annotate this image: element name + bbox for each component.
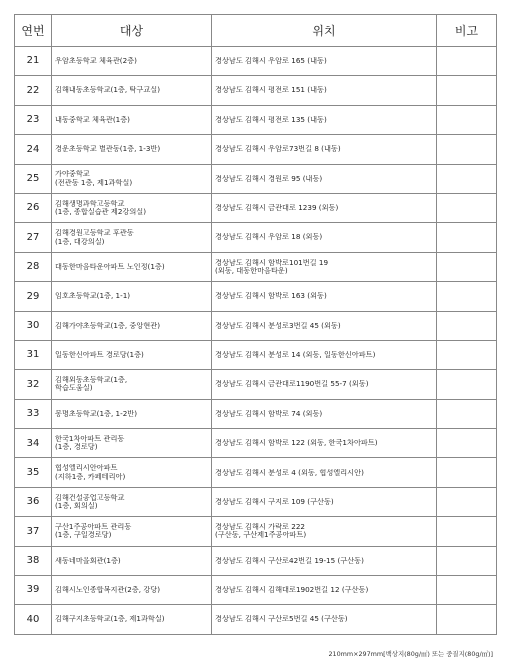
table-row [15,546,497,575]
facility-name [52,546,212,575]
facility-name [52,487,212,516]
table-row [15,282,497,311]
facility-location [212,164,437,193]
facility-name [52,193,212,222]
row-number: 29 [15,282,52,311]
row-number: 21 [15,47,52,76]
table-row [15,487,497,516]
facility-location-line: 경상남도 김해시 함박로 74 (외동) [215,409,323,418]
facility-location-line: 경상남도 김해시 평전로 151 (내동) [215,86,327,95]
table-row [15,429,497,458]
facility-location-line: 경상남도 김해시 가락로 222 [215,523,306,532]
table-row [15,105,497,134]
facility-location-line: 경상남도 김해시 구산로42번길 19-15 (구산동) [215,556,364,565]
shelter-table [14,14,497,635]
row-number: 34 [15,429,52,458]
table-row [15,164,497,193]
table-row [15,252,497,281]
table-body [15,47,497,635]
facility-name [52,282,212,311]
facility-name-line: 김해외동초등학교(1층, [55,376,128,385]
facility-name-line: 구산1주공아파트 관리동 [55,523,132,532]
table-row [15,370,497,399]
facility-name-line: (1층, 대강의실) [55,237,105,246]
facility-location [212,605,437,634]
row-number: 25 [15,164,52,193]
facility-location [212,282,437,311]
table-row [15,576,497,605]
row-note [437,576,497,605]
header-note: 비고 [437,15,497,47]
table-row [15,399,497,428]
facility-location-line: 경상남도 김해시 금관대로 1239 (외동) [215,204,339,212]
facility-name-line: 김해경원고등학교 후관동 [55,229,134,238]
facility-name [52,311,212,340]
facility-name [52,605,212,634]
table-row [15,311,497,340]
facility-name-line: 새동네마을회관(1층) [55,556,121,565]
facility-name-line: (전관동 1층, 제1과학실) [55,178,133,187]
row-note [437,370,497,399]
facility-location-line: 경상남도 김해시 구지로 109 (구산동) [215,497,334,506]
facility-location [212,76,437,105]
row-note [437,105,497,134]
row-number: 39 [15,576,52,605]
header-location: 위치 [212,15,437,47]
facility-name-line: 대동한마음타운아파트 노인정(1층) [55,262,165,271]
facility-name [52,458,212,487]
table-row [15,76,497,105]
facility-name-line: 일동한신아파트 경로당(1층) [55,350,144,359]
facility-name-line: 한국1차아파트 관리동 [55,434,125,443]
facility-location [212,193,437,222]
row-note [437,487,497,516]
facility-location-line: 경상남도 김해시 평전로 135 (내동) [215,115,327,124]
facility-name [52,105,212,134]
row-number: 40 [15,605,52,634]
facility-location-line: 경상남도 김해시 분성로3번길 45 (외동) [215,321,341,330]
document-page [14,14,496,635]
facility-name [52,399,212,428]
facility-name-line: 김해가야초등학교(1층, 중앙현관) [55,321,161,330]
facility-name-line: 협성엘리시안아파트 [55,464,118,473]
facility-name [52,370,212,399]
table-row [15,193,497,222]
facility-location [212,517,437,546]
facility-location [212,429,437,458]
facility-name [52,252,212,281]
row-note [437,252,497,281]
row-note [437,546,497,575]
row-note [437,340,497,369]
facility-location-line: 경상남도 김해시 함박로 163 (외동) [215,292,327,301]
facility-location [212,458,437,487]
row-number: 24 [15,135,52,164]
facility-location [212,135,437,164]
row-number: 28 [15,252,52,281]
row-number: 23 [15,105,52,134]
facility-location-line: 경상남도 김해시 구산로5번길 45 (구산동) [215,615,348,624]
facility-name-line: (1층, 종합실습관 제2강의실) [55,208,147,217]
row-note [437,164,497,193]
facility-name-line: (1층, 회의실) [55,502,98,511]
facility-location [212,47,437,76]
facility-location-line: 경상남도 김해시 김해대로1902번길 12 (구산동) [215,586,369,595]
facility-location-line: 경상남도 김해시 경원로 95 (내동) [215,174,323,183]
facility-name [52,576,212,605]
facility-location-line: (구산동, 구산제1주공아파트) [215,531,307,540]
table-row [15,135,497,164]
row-note [437,193,497,222]
facility-location [212,399,437,428]
facility-location [212,252,437,281]
facility-name-line: 김해건설공업고등학교 [55,493,125,502]
facility-name [52,340,212,369]
facility-name-line: (1층, 구일경로당) [55,531,112,540]
facility-location [212,311,437,340]
table-row [15,340,497,369]
facility-location-line: 경상남도 김해시 금관대로1190번길 55-7 (외동) [215,380,369,389]
row-note [437,429,497,458]
row-note [437,223,497,252]
row-note [437,76,497,105]
row-number: 35 [15,458,52,487]
facility-location [212,370,437,399]
row-number: 37 [15,517,52,546]
row-number: 38 [15,546,52,575]
row-note [437,282,497,311]
row-number: 27 [15,223,52,252]
facility-name-line: 봉명초등학교(1층, 1-2반) [55,409,138,418]
table-row [15,458,497,487]
table-row [15,517,497,546]
facility-name-line: 김해생명과학고등학교 [55,199,125,208]
table-row [15,605,497,634]
header-name: 대상 [52,15,212,47]
facility-location-line: 경상남도 김해시 함박로 122 (외동, 한국1차아파트) [215,439,378,448]
facility-name [52,76,212,105]
facility-location [212,546,437,575]
facility-name-line: 경운초등학교 별관동(1층, 1-3반) [55,145,161,154]
facility-name [52,47,212,76]
facility-location-line: 경상남도 김해시 우암로 18 (외동) [215,233,323,242]
facility-name [52,223,212,252]
facility-location [212,487,437,516]
row-note [437,458,497,487]
row-number: 36 [15,487,52,516]
facility-location-line: 경상남도 김해시 함박로101번길 19 [215,258,329,267]
row-note [437,605,497,634]
header-no: 연번 [15,15,52,47]
row-number: 31 [15,340,52,369]
facility-name [52,135,212,164]
facility-location-line: 경상남도 김해시 우암로 165 (내동) [215,57,327,66]
facility-name-line: 김해구지초등학교(1층, 제1과학실) [55,615,165,624]
row-note [437,311,497,340]
facility-name [52,429,212,458]
facility-name [52,517,212,546]
row-number: 22 [15,76,52,105]
facility-name-line: 우암초등학교 체육관(2층) [55,57,137,66]
facility-location-line: 경상남도 김해시 분성로 4 (외동, 협성엘리시안) [215,468,364,477]
facility-name-line: 학습도움실) [55,384,93,393]
paper-spec-footer: 210mm×297mm[백상지(80g/㎡) 또는 중질지(80g/㎡)] [328,650,493,658]
header-row [15,15,497,47]
facility-location [212,576,437,605]
facility-location [212,105,437,134]
row-number: 33 [15,399,52,428]
facility-name-line: (1층, 경로당) [55,443,98,452]
facility-name-line: 김해시노인종합복지관(2층, 강당) [55,586,161,595]
row-note [437,135,497,164]
facility-location-line: (외동, 대동한마음타운) [215,266,288,275]
table-row [15,223,497,252]
facility-name-line: (지하1층, 카페테리아) [55,472,126,481]
facility-name-line: 내동중학교 체육관(1층) [55,115,130,124]
row-number: 26 [15,193,52,222]
row-note [437,517,497,546]
facility-name-line: 임호초등학교(1층, 1-1) [55,292,131,301]
table-header [15,15,497,47]
row-note [437,47,497,76]
facility-location-line: 경상남도 김해시 분성로 14 (외동, 일동한신아파트) [215,350,376,359]
facility-location-line: 경상남도 김해시 우암로73번길 8 (내동) [215,145,341,154]
table-row [15,47,497,76]
row-number: 30 [15,311,52,340]
facility-location [212,340,437,369]
row-note [437,399,497,428]
facility-location [212,223,437,252]
facility-name [52,164,212,193]
row-number: 32 [15,370,52,399]
facility-name-line: 가야중학교 [55,170,90,179]
facility-name-line: 김해내동초등학교(1층, 탁구교실) [55,86,161,95]
